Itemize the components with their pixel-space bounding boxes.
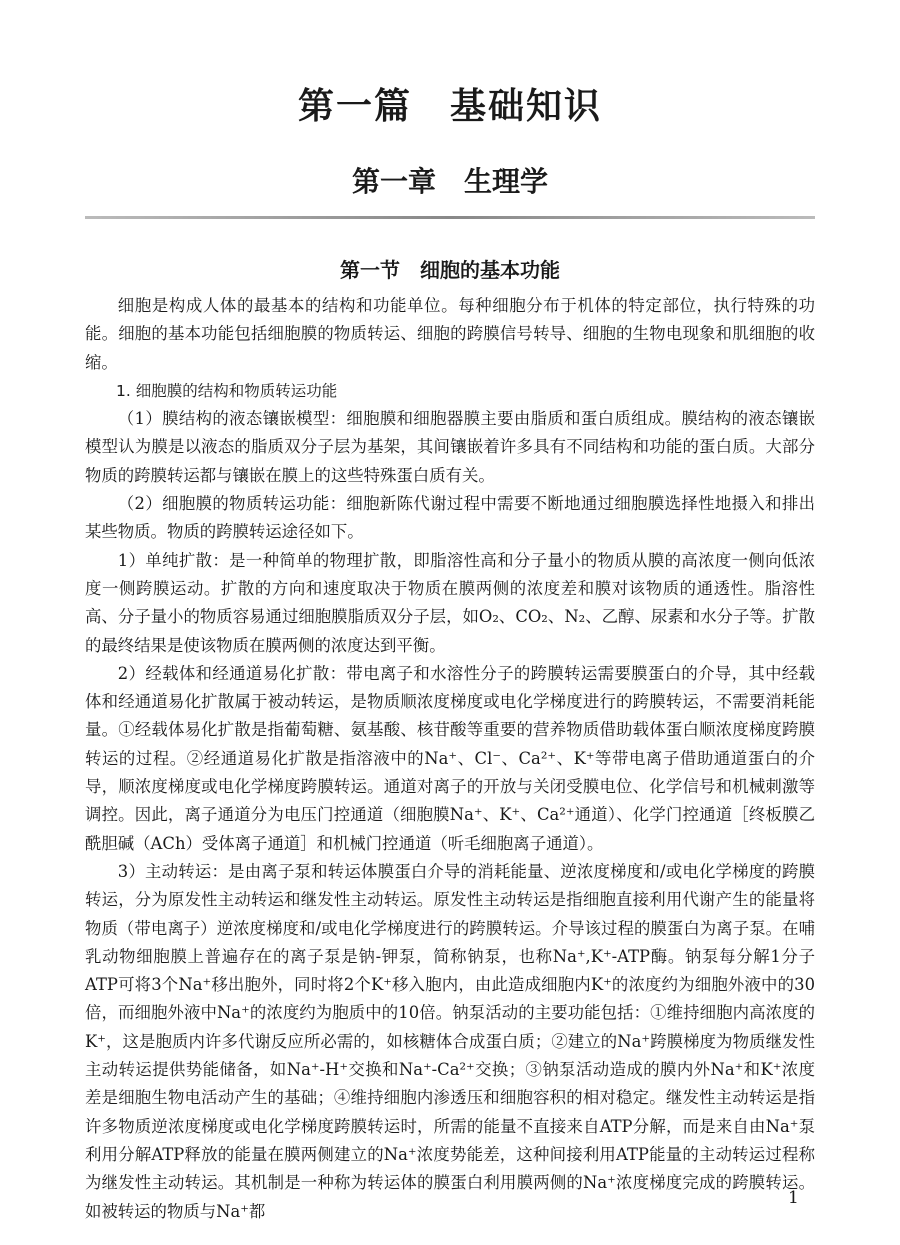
chapter-title: 第一章 生理学 [351,165,548,198]
body-text [85,292,815,1226]
subheading-membrane: 1. 细胞膜的结构和物质转运功能 [116,381,338,400]
paragraph-intro: 细胞是构成人体的最基本的结构和功能单位。每种细胞分布于机体的特定部位，执行特殊的功能。细胞的基本功能包括细胞膜的物质转运、细胞的跨膜信号转导、细胞的生物电现象和肌细胞的收缩。 [85,296,815,372]
paragraph-transport: （2）细胞膜的物质转运功能：细胞新陈代谢过程中需要不断地通过细胞膜选择性地摄入和排出某些物质。物质的跨膜转运途径如下。 [85,494,815,542]
paragraph-facilitated-diffusion: 2）经载体和经通道易化扩散：带电离子和水溶性分子的跨膜转运需要膜蛋白的介导，其中经载体和经通道易化扩散属于被动转运，是物质顺浓度梯度或电化学梯度进行的跨膜转运，不需要消耗能量。①经载体易化扩散是指葡萄糖、氨基酸、核苷酸等重要的营养物质借助载体蛋白顺浓度梯度跨膜转运的过程。②经通道易化扩散是指溶液中的Na⁺、Cl⁻、Ca²⁺、K⁺等带电离子借助通道蛋白的介导，顺浓度梯度或电化学梯度跨膜转运。通道对离子的开放与关闭受膜电位、化学信号和机械刺激等调控。因此，离子通道分为电压门控通道（细胞膜Na⁺、K⁺、Ca²⁺通道）、化学门控通道［终板膜乙酰胆碱（ACh）受体离子通道］和机械门控通道（听毛细胞离子通道）。 [85,663,815,853]
paragraph-simple-diffusion: 1）单纯扩散：是一种简单的物理扩散，即脂溶性高和分子量小的物质从膜的高浓度一侧向低浓度一侧跨膜运动。扩散的方向和速度取决于物质在膜两侧的浓度差和膜对该物质的通透性。脂溶性高、分子量小的物质容易通过细胞膜脂质双分子层，如O₂、CO₂、N₂、乙醇、尿素和水分子等。扩散的最终结果是使该物质在膜两侧的浓度达到平衡。 [85,550,815,655]
page-number: 1 [788,1188,799,1208]
divider [85,216,815,219]
section-title: 第一节 细胞的基本功能 [340,258,560,282]
paragraph-fluid-mosaic: （1）膜结构的液态镶嵌模型：细胞膜和细胞器膜主要由脂质和蛋白质组成。膜结构的液态镶嵌模型认为膜是以液态的脂质双分子层为基架，其间镶嵌着许多具有不同结构和功能的蛋白质。大部分物质的跨膜转运都与镶嵌在膜上的这些特殊蛋白质有关。 [85,409,815,485]
paragraph-active-transport: 3）主动转运：是由离子泵和转运体膜蛋白介导的消耗能量、逆浓度梯度和/或电化学梯度的跨膜转运，分为原发性主动转运和继发性主动转运。原发性主动转运是指细胞直接利用代谢产生的能量将物质（带电离子）逆浓度梯度和/或电化学梯度进行的跨膜转运。介导该过程的膜蛋白为离子泵。在哺乳动物细胞膜上普遍存在的离子泵是钠-钾泵，简称钠泵，也称Na⁺,K⁺-ATP酶。钠泵每分解1分子ATP可将3个Na⁺移出胞外，同时将2个K⁺移入胞内，由此造成细胞内K⁺的浓度约为细胞外液中的30倍，而细胞外液中Na⁺的浓度约为胞质中的10倍。钠泵活动的主要功能包括：①维持细胞内高浓度的K⁺，这是胞质内许多代谢反应所必需的，如核糖体合成蛋白质；②建立的Na⁺跨膜梯度为物质继发性主动转运提供势能储备，如Na⁺-H⁺交换和Na⁺-Ca²⁺交换；③钠泵活动造成的膜内外Na⁺和K⁺浓度差是细胞生物电活动产生的基础；④维持细胞内渗透压和细胞容积的相对稳定。继发性主动转运是指许多物质逆浓度梯度或电化学梯度跨膜转运时，所需的能量不直接来自ATP分解，而是来自由Na⁺泵利用分解ATP释放的能量在膜两侧建立的Na⁺浓度势能差，这种间接利用ATP能量的主动转运过程称为继发性主动转运。其机制是一种称为转运体的膜蛋白利用膜两侧的Na⁺浓度梯度完成的跨膜转运。如被转运的物质与Na⁺都 [85,861,815,1221]
part-title: 第一篇 基础知识 [297,85,602,127]
